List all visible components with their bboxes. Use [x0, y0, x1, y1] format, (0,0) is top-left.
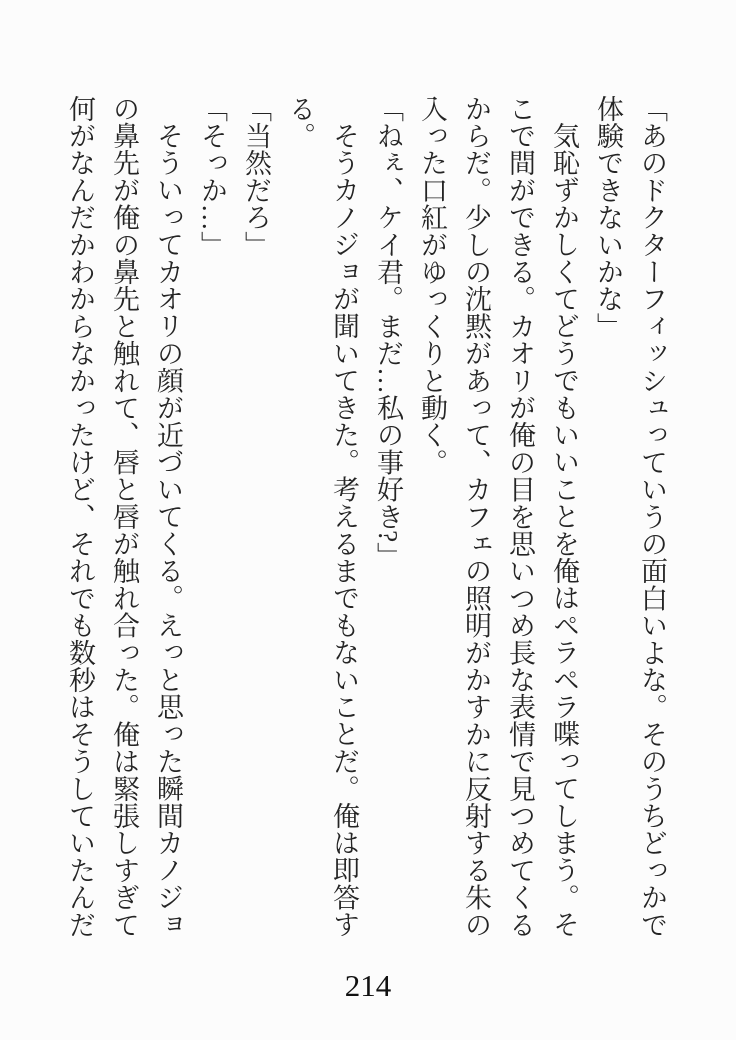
page-number: 214 — [344, 968, 392, 1003]
text-column: 「当然だろ」 — [241, 95, 271, 259]
text-column: 「あのドクターフィッシュっていうの面白いよな。そのうちどっかで — [637, 95, 667, 939]
text-column: 「そっか…」 — [197, 95, 227, 259]
text-column: の鼻先が俺の鼻先と触れて、唇と唇が触れ合った。俺は緊張しすぎて — [109, 95, 139, 939]
text-column: 入った口紅がゆっくりと動く。 — [417, 95, 447, 476]
text-column: こで間ができる。カオリが俺の目を思いつめ長な表情で見つめてくる — [505, 95, 535, 939]
text-column: 体験できないかな」 — [593, 95, 623, 340]
novel-text — [58, 95, 674, 940]
text-column: 気恥ずかしくてどうでもいいことを俺はペラペラ喋ってしまう。そ — [549, 122, 579, 938]
text-column: そういってカオリの顔が近づいてくる。えっと思った瞬間カノジョ — [153, 122, 183, 938]
text-column: からだ。少しの沈黙があって、カフェの照明がかすかに反射する朱の — [461, 95, 491, 939]
text-column: そうカノジョが聞いてきた。考えるまでもないことだ。俺は即答す — [329, 122, 359, 938]
text-column: 何がなんだかわからなかったけど、それでも数秒はそうしていたんだ — [65, 95, 95, 939]
text-column: る。 — [285, 95, 315, 150]
text-column: 「ねぇ、ケイ君。まだ…私の事好き?」 — [373, 95, 403, 570]
